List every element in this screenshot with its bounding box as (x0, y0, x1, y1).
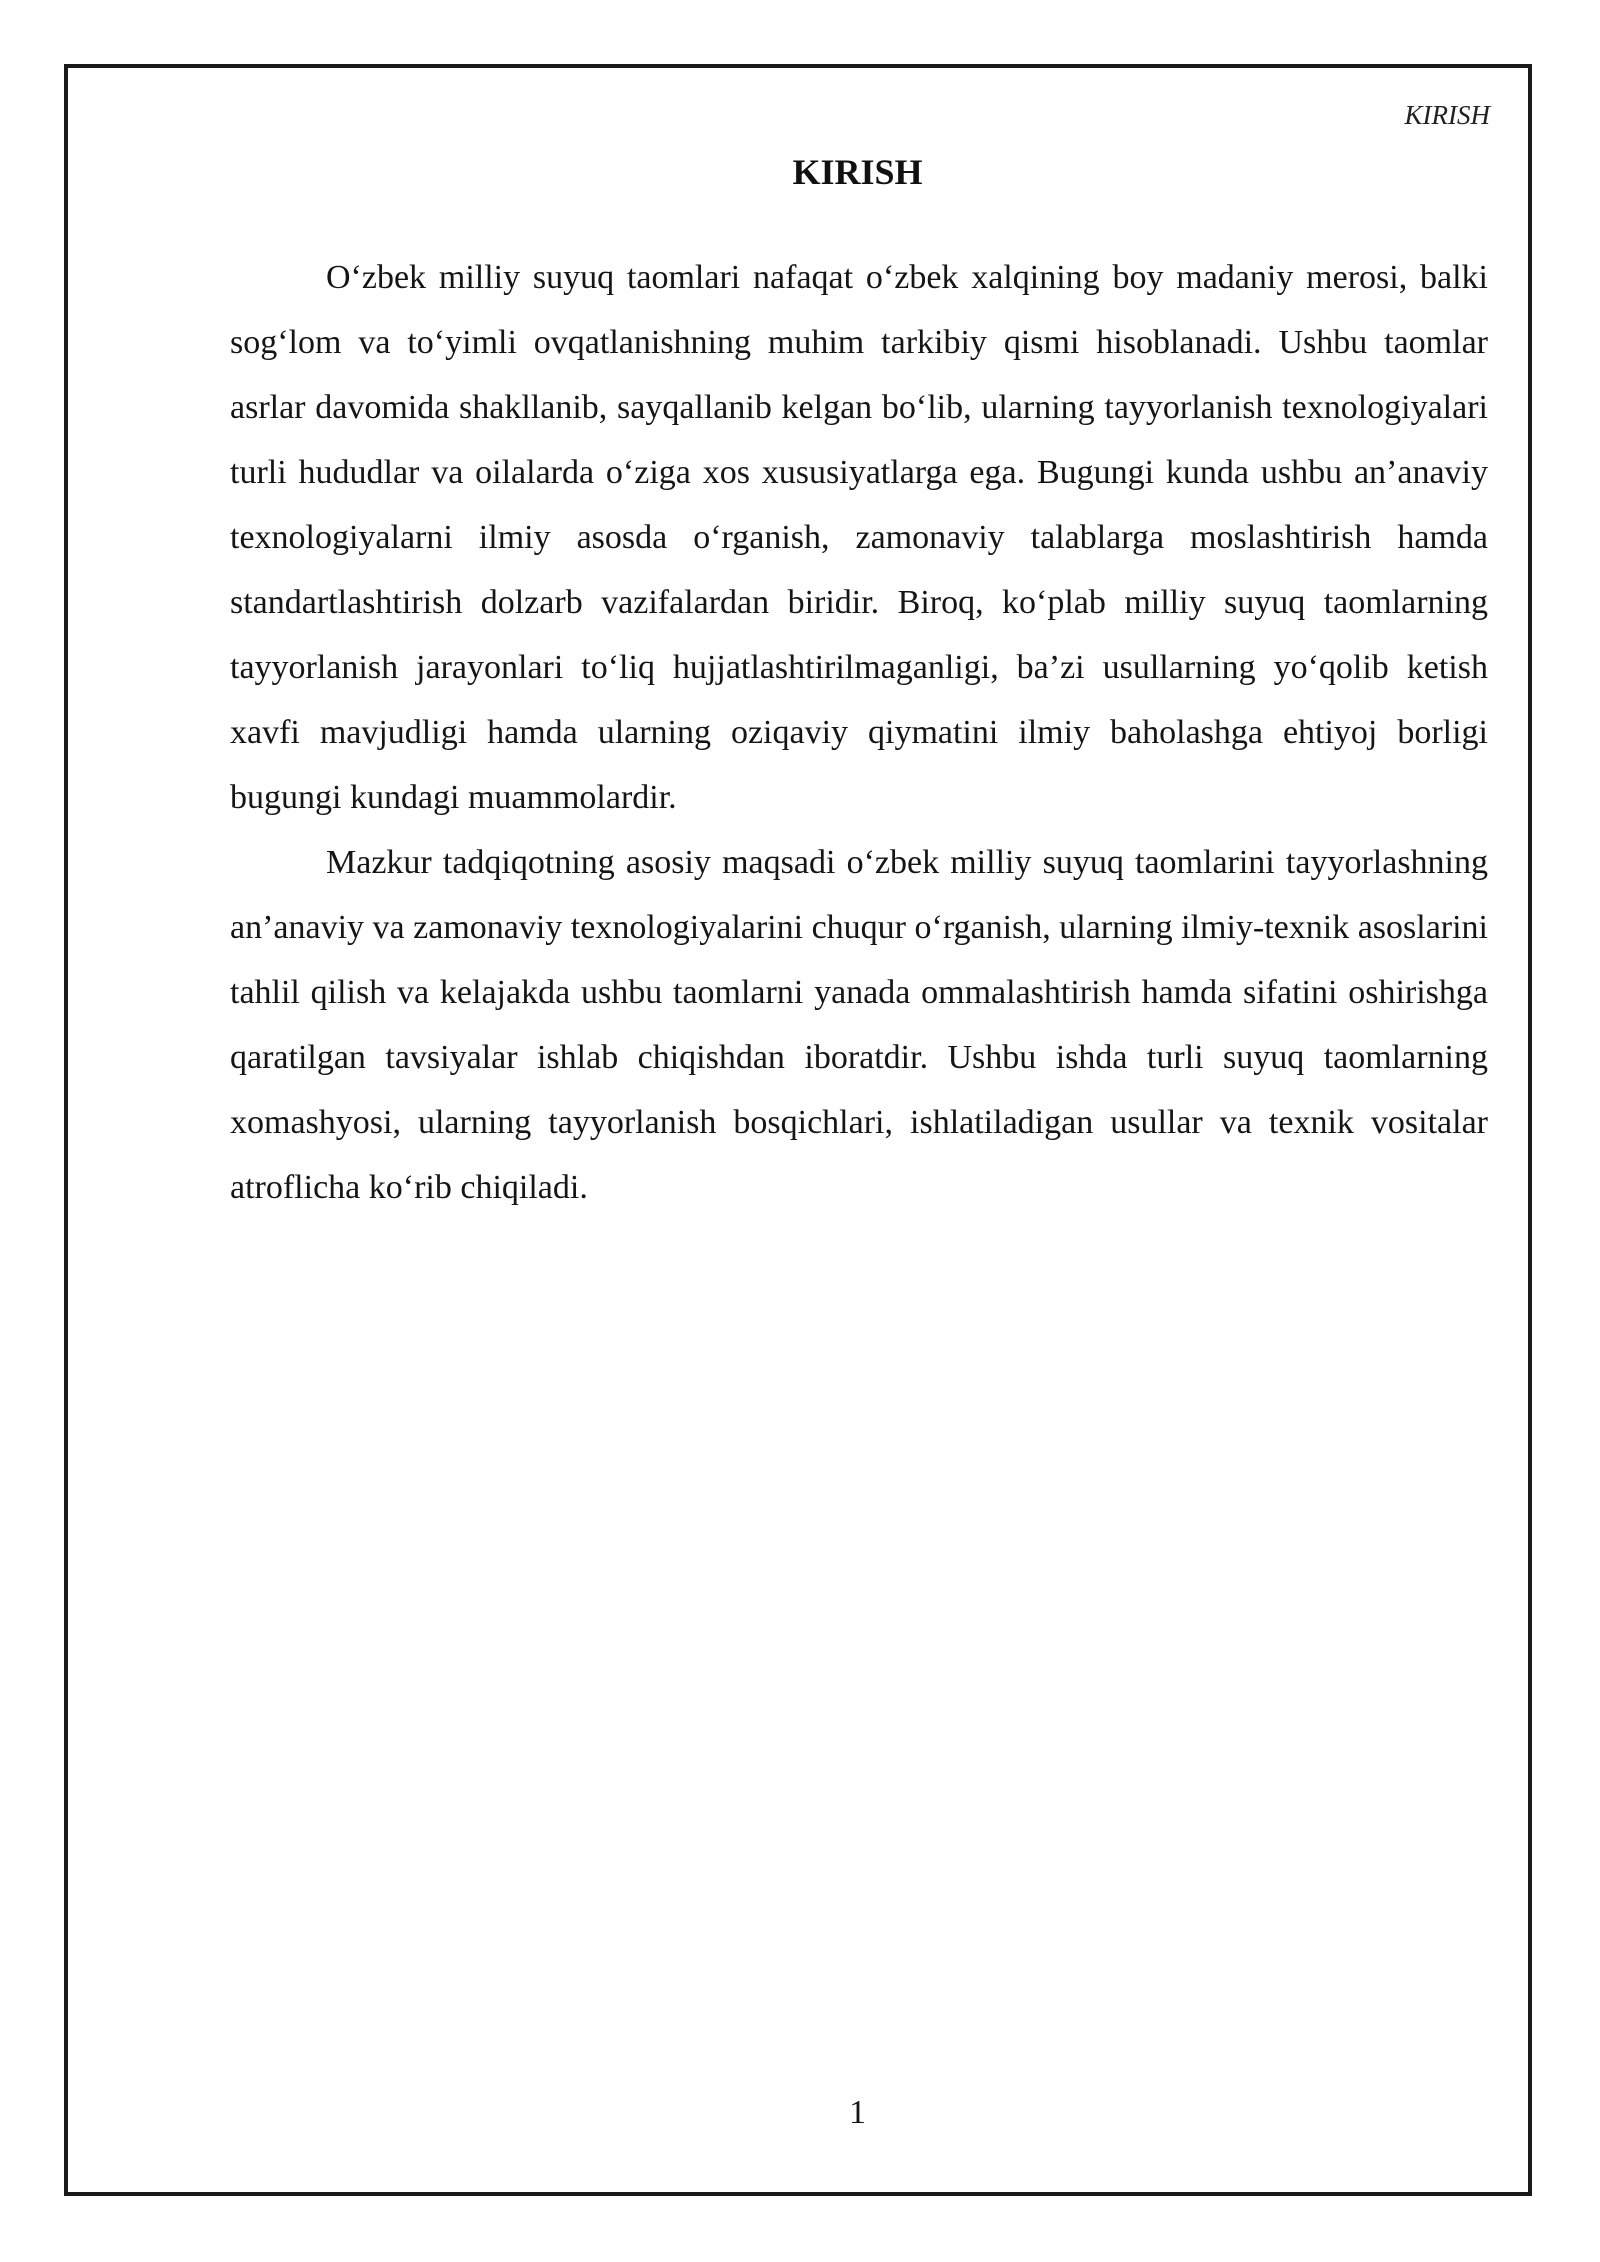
page-title: KIRISH (792, 152, 923, 192)
paragraph-1: O‘zbek milliy suyuq taomlari nafaqat o‘zbek xalqining boy madaniy merosi, balki sog‘lom va to‘yimli ovqatlanishning muhim tarkibiy qismi hisoblanadi. Ushbu taomlar asrlar davomida shakllanib, sayqallanib kelgan bo‘lib, ularning tayyorlanish texnologiyalari turli hududlar va oilalarda o‘ziga xos xususiyatlarga ega. Bugungi kunda ushbu an’anaviy texnologiyalarni ilmiy asosda o‘rganish, zamonaviy talablarga moslashtirish hamda standartlashtirish dolzarb vazifalardan biridir. Biroq, ko‘plab milliy suyuq taomlarning tayyorlanish jarayonlari to‘liq hujjatlashtirilmaganligi, ba’zi usullarning yo‘qolib ketish xavfi mavjudligi hamda ularning oziqaviy qiymatini ilmiy baholashga ehtiyoj borligi bugungi kundagi muammolardir. (230, 259, 1488, 816)
body-text (230, 245, 1488, 1220)
running-header: KIRISH (1404, 100, 1490, 130)
paragraph-2: Mazkur tadqiqotning asosiy maqsadi o‘zbek milliy suyuq taomlarini tayyorlashning an’anaviy va zamonaviy texnologiyalarini chuqur o‘rganish, ularning ilmiy-texnik asoslarini tahlil qilish va kelajakda ushbu taomlarni yanada ommalashtirish hamda sifatini oshirishga qaratilgan tavsiyalar ishlab chiqishdan iboratdir. Ushbu ishda turli suyuq taomlarning xomashyosi, ularning tayyorlanish bosqichlari, ishlatiladigan usullar va texnik vositalar atroflicha ko‘rib chiqiladi. (230, 844, 1488, 1206)
page-number: 1 (849, 2094, 866, 2131)
